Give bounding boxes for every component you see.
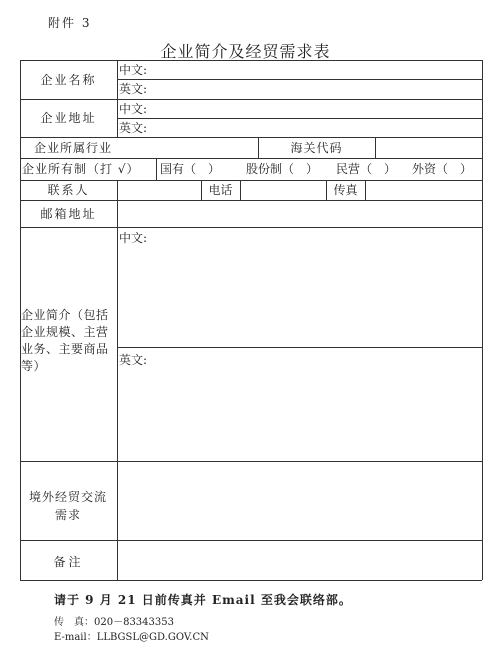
rule-address-bottom [20,137,482,138]
enterprise-form-table [20,60,482,580]
company-name-label: 企业名称 [40,73,97,87]
company-address-en-prefix: 英文: [119,121,148,135]
phone-label: 电话 [208,183,233,197]
rule-label-col-a [117,60,118,137]
contact-label: 联系人 [47,183,90,197]
demand-label: 境外经贸交流需求 [28,490,107,522]
ownership-private: 民营（ ） [336,162,397,176]
rule-customs-right [375,137,376,158]
rule-name-bottom [20,99,482,100]
attachment-number: 附件 3 [48,16,92,30]
rule-bottom [20,580,482,581]
industry-label: 企业所属行业 [34,141,113,155]
rule-label-col-b [117,180,118,580]
rule-ownership-bottom [20,180,482,181]
ownership-label: 企业所有制（打 √） [22,162,140,176]
submission-instruction: 请于 9 月 21 日前传真并 Email 至我会联络部。 [54,593,352,607]
rule-email-bottom [20,227,482,228]
intro-cn-prefix: 中文: [119,231,148,245]
fax-label: 传真 [333,183,358,197]
customs-code-label: 海关代码 [290,141,343,155]
rule-demand-bottom [20,540,482,541]
remark-label: 备注 [53,555,84,569]
ownership-share: 股份制（ ） [246,162,319,176]
rule-intro-bottom [20,461,482,462]
intro-en-prefix: 英文: [119,353,148,367]
ownership-state: 国有（ ） [160,162,221,176]
company-address-label: 企业地址 [40,111,97,125]
rule-phone-split [240,180,241,200]
company-address-cn-prefix: 中文: [119,102,148,116]
email-label: 邮箱地址 [40,207,97,221]
intro-label: 企业简介（包括企业规模、主营业务、主要商品等） [21,308,109,373]
rule-ownership-split [156,158,157,180]
rule-name-split [117,79,482,80]
company-name-en-prefix: 英文: [119,82,148,96]
rule-fax-split [365,180,366,200]
rule-right [482,60,483,580]
email-address: E-mail：LLBGSL@GD.GOV.CN [54,632,209,643]
fax-number: 传 真：020－83343353 [54,617,174,628]
rule-intro-split [117,347,482,348]
form-title: 企业简介及经贸需求表 [160,42,331,61]
rule-industry-bottom [20,158,482,159]
company-name-cn-prefix: 中文: [119,63,148,77]
rule-top [20,60,482,61]
ownership-foreign: 外资（ ） [412,162,473,176]
rule-contact-bottom [20,200,482,201]
rule-address-split [117,118,482,119]
